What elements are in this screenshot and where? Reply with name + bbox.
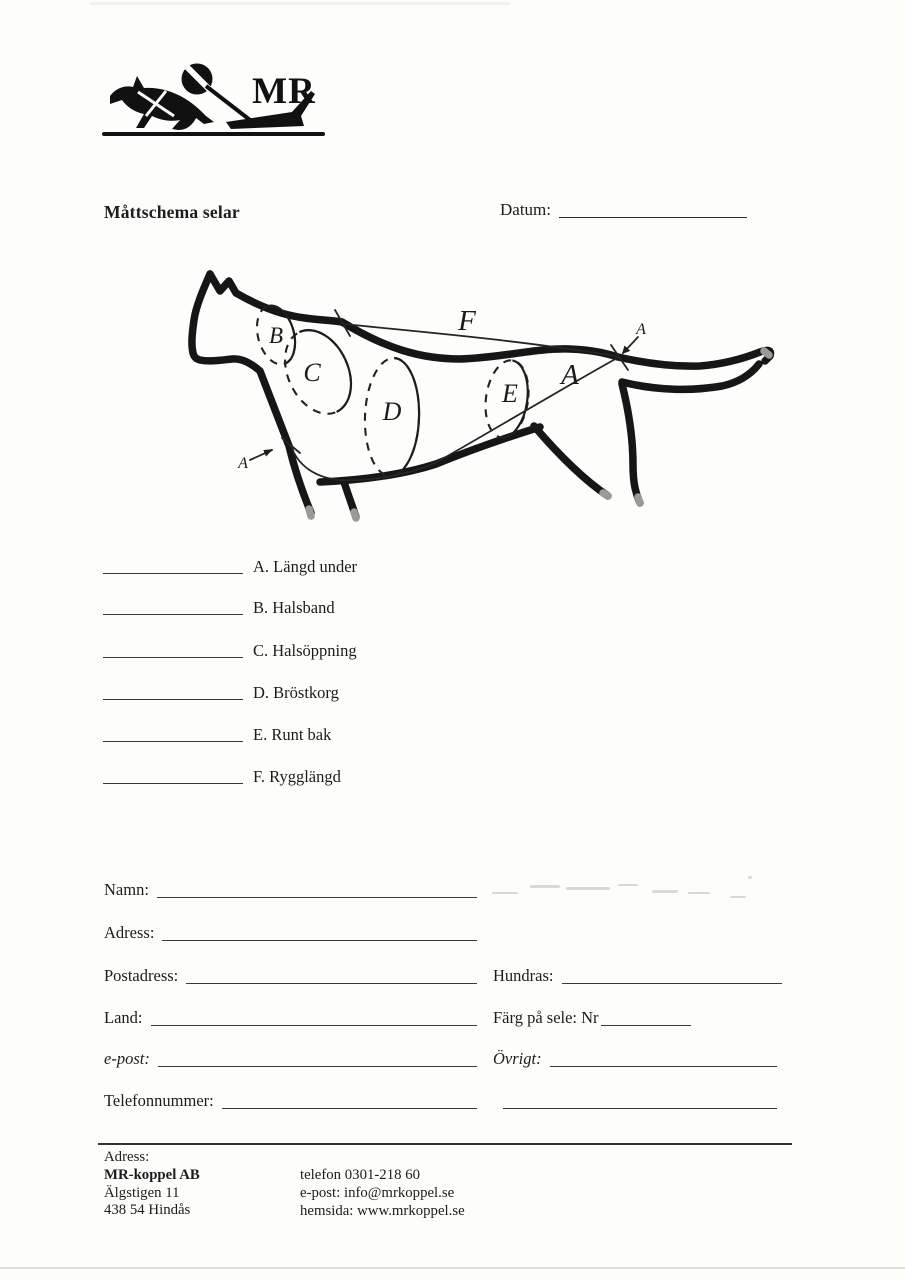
- measure-d-label: D. Bröstkorg: [253, 683, 339, 702]
- ovrigt-label: Övrigt:: [493, 1049, 542, 1068]
- measure-row-c: [103, 639, 357, 661]
- form-row-ovrigt: [493, 1047, 777, 1069]
- footer-postal: 438 54 Hindås: [104, 1202, 191, 1219]
- postadress-label: Postadress:: [104, 966, 179, 985]
- form-row-adress: [104, 921, 477, 943]
- namn-label: Namn:: [104, 880, 149, 899]
- footer-address-label: Adress:: [104, 1149, 150, 1165]
- measure-c-label: C. Halsöppning: [253, 641, 357, 660]
- measure-row-f: [103, 765, 341, 787]
- adress-input-line[interactable]: [162, 940, 477, 941]
- dog-near-rear-leg: [622, 384, 640, 503]
- diagram-label-c: C: [303, 358, 321, 387]
- form-row-hundras: [493, 964, 782, 986]
- land-label: Land:: [104, 1008, 143, 1027]
- hundras-input-line[interactable]: [562, 983, 783, 984]
- dog-belly-line: [320, 427, 540, 482]
- dog-measurement-diagram: [170, 260, 820, 545]
- diagram-label-a-front: A: [238, 455, 248, 472]
- dog-far-rear-leg: [534, 426, 608, 496]
- dog-outline: [192, 274, 771, 517]
- diagram-label-e: E: [502, 379, 518, 408]
- diagram-label-a-rear: A: [636, 321, 646, 338]
- logo-text: MR: [252, 71, 316, 112]
- mr-koppel-logo: [98, 58, 333, 146]
- farg-nr-input-line[interactable]: [601, 1025, 691, 1026]
- telefonnummer-input-line[interactable]: [222, 1108, 477, 1109]
- land-input-line[interactable]: [151, 1025, 478, 1026]
- measure-b-input-line[interactable]: [103, 614, 243, 615]
- measure-d-input-line[interactable]: [103, 699, 243, 700]
- namn-input-line[interactable]: [157, 897, 477, 898]
- date-label: Datum:: [500, 200, 551, 219]
- farg-pa-sele-label: Färg på sele: Nr: [493, 1008, 599, 1027]
- footer-address-block: [104, 1149, 200, 1220]
- logo-pole: [206, 86, 250, 120]
- measure-a-input-line[interactable]: [103, 573, 243, 574]
- measure-c-input-line[interactable]: [103, 657, 243, 658]
- page-title: Måttschema selar: [104, 202, 240, 222]
- date-input-line[interactable]: [559, 217, 747, 218]
- ovrigt-input-line[interactable]: [550, 1066, 777, 1067]
- scan-artifact-bottom-line: [0, 1267, 905, 1269]
- measurement-lines: [250, 310, 638, 480]
- measure-region-solid-arcs: [268, 306, 528, 476]
- measure-row-e: [103, 723, 331, 745]
- measure-f-label: F. Rygglängd: [253, 767, 341, 786]
- form-row-land: [104, 1006, 477, 1028]
- measure-row-d: [103, 681, 339, 703]
- diagram-label-f: F: [458, 305, 476, 337]
- measure-b-label: B. Halsband: [253, 598, 335, 617]
- measure-a-label: A. Längd under: [253, 557, 358, 576]
- epost-label: e-post:: [104, 1049, 150, 1068]
- scan-smudge: [492, 876, 782, 902]
- form-row-epost: [104, 1047, 477, 1069]
- footer-phone: telefon 0301-218 60: [300, 1167, 420, 1183]
- measure-f-input-line[interactable]: [103, 783, 243, 784]
- date-row: [500, 200, 747, 220]
- footer-email: e-post: info@mrkoppel.se: [300, 1184, 455, 1201]
- measure-e-input-line[interactable]: [103, 741, 243, 742]
- measure-row-a: [103, 555, 357, 577]
- form-row-telefonnummer: [104, 1089, 477, 1111]
- diagram-label-b: B: [268, 323, 284, 348]
- form-row-postadress: [104, 964, 477, 986]
- diagram-label-d: D: [382, 397, 402, 426]
- diagram-label-a-main: A: [561, 359, 579, 391]
- footer-company: MR-koppel AB: [104, 1166, 200, 1183]
- scan-artifact-top: [90, 2, 510, 5]
- footer-website: hemsida: www.mrkoppel.se: [300, 1202, 465, 1219]
- form-row-farg-pa-sele: [493, 1006, 782, 1028]
- dog-head-and-front-leg-line: [192, 274, 311, 513]
- front-arrowhead: [263, 449, 273, 457]
- footer-divider: [98, 1143, 792, 1145]
- adress-label: Adress:: [104, 923, 155, 942]
- ovrigt-continuation-line[interactable]: [503, 1091, 777, 1109]
- measure-e-label: E. Runt bak: [253, 725, 332, 744]
- postadress-input-line[interactable]: [186, 983, 477, 984]
- footer-contact-block: [300, 1167, 465, 1220]
- epost-input-line[interactable]: [158, 1066, 477, 1067]
- footer-street: Älgstigen 11: [104, 1184, 180, 1201]
- measure-row-b: [103, 596, 335, 618]
- hundras-label: Hundras:: [493, 966, 554, 985]
- form-row-namn: [104, 878, 477, 900]
- telefonnummer-label: Telefonnummer:: [104, 1091, 214, 1110]
